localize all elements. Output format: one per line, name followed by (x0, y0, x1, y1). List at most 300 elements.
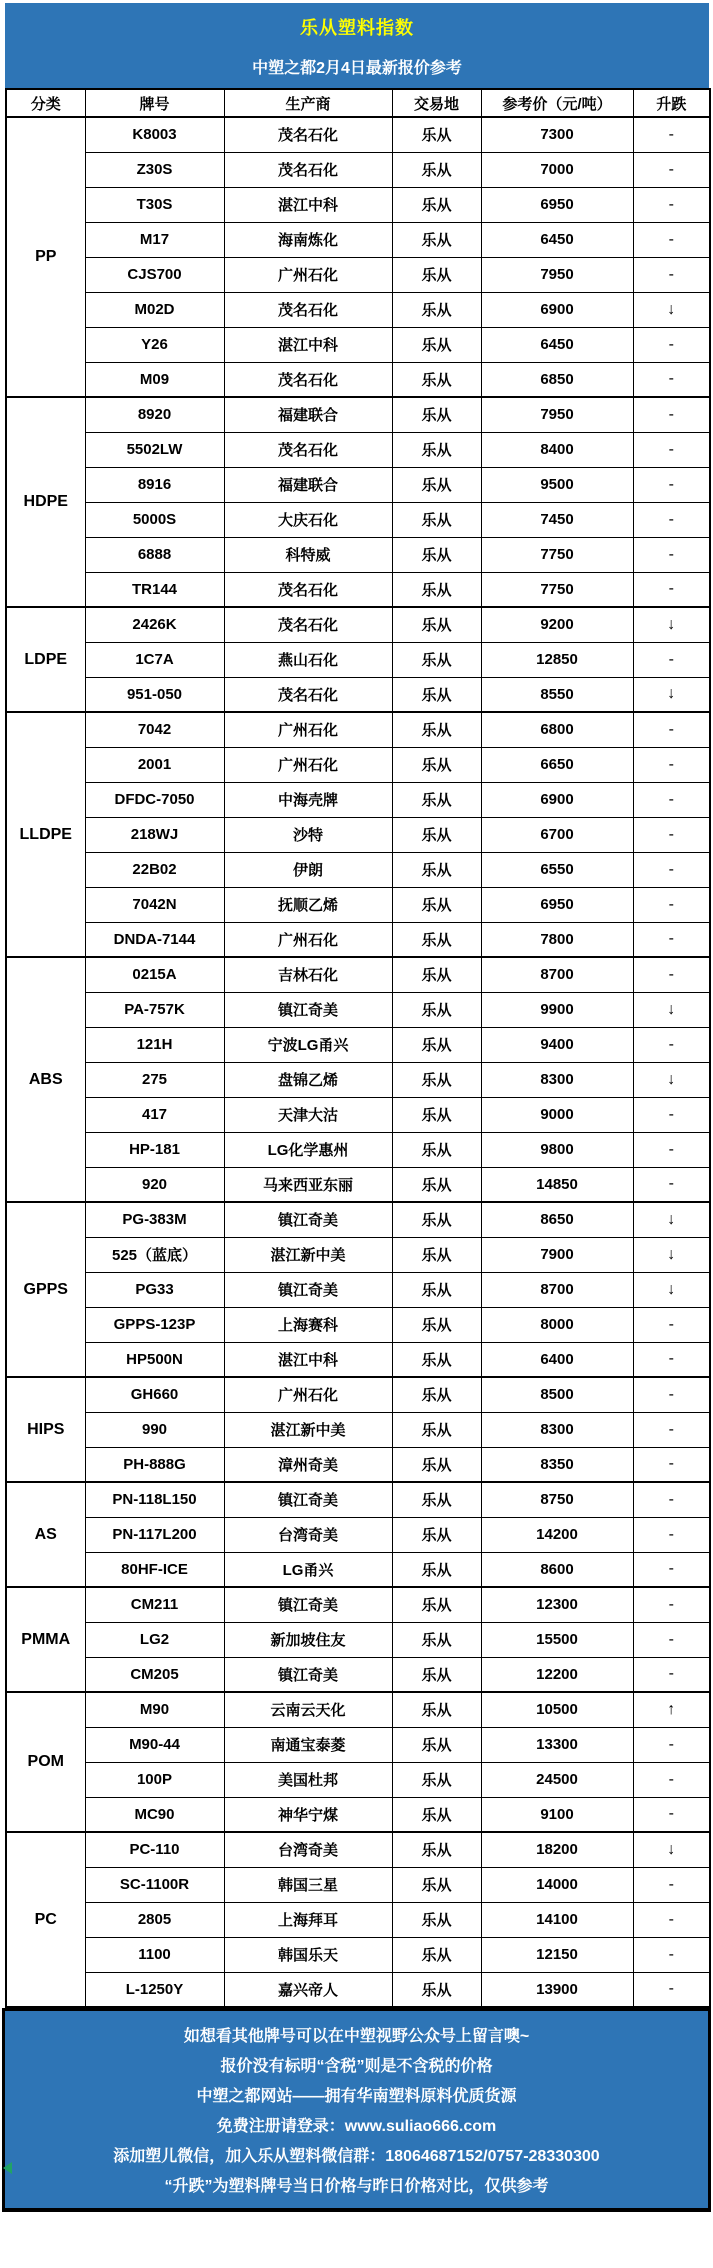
category-cell: AS (6, 1482, 85, 1587)
market-cell: 乐从 (392, 222, 481, 257)
table-row (6, 1062, 710, 1097)
producer-cell: 广州石化 (224, 747, 392, 782)
producer-cell: 上海拜耳 (224, 1902, 392, 1937)
table-row (6, 747, 710, 782)
market-cell: 乐从 (392, 1902, 481, 1937)
trend-cell: - (633, 642, 710, 677)
grade-cell: SC-1100R (85, 1867, 224, 1902)
grade-cell: 990 (85, 1412, 224, 1447)
trend-cell: ↓ (633, 1832, 710, 1867)
trend-cell: - (633, 1657, 710, 1692)
grade-cell: M17 (85, 222, 224, 257)
market-cell: 乐从 (392, 642, 481, 677)
market-cell: 乐从 (392, 1412, 481, 1447)
price-cell: 12150 (481, 1937, 633, 1972)
grade-cell: 80HF-ICE (85, 1552, 224, 1587)
market-cell: 乐从 (392, 1272, 481, 1307)
grade-cell: 525（蓝底） (85, 1237, 224, 1272)
price-cell: 7900 (481, 1237, 633, 1272)
table-row (6, 607, 710, 642)
price-cell: 14100 (481, 1902, 633, 1937)
trend-cell: - (633, 1797, 710, 1832)
header-trend: 升跌 (633, 89, 710, 117)
grade-cell: 5502LW (85, 432, 224, 467)
grade-cell: DNDA-7144 (85, 922, 224, 957)
table-row (6, 1237, 710, 1272)
price-cell: 6950 (481, 887, 633, 922)
market-cell: 乐从 (392, 327, 481, 362)
footer-banner (2, 2008, 711, 2212)
category-cell: PC (6, 1832, 85, 2007)
trend-cell: - (633, 817, 710, 852)
grade-cell: 7042N (85, 887, 224, 922)
table-row (6, 432, 710, 467)
table-row (6, 1762, 710, 1797)
grade-cell: 1100 (85, 1937, 224, 1972)
price-cell: 8000 (481, 1307, 633, 1342)
grade-cell: 920 (85, 1167, 224, 1202)
price-cell: 6900 (481, 782, 633, 817)
trend-cell: ↓ (633, 992, 710, 1027)
market-cell: 乐从 (392, 677, 481, 712)
producer-cell: 广州石化 (224, 1377, 392, 1412)
trend-cell: - (633, 1377, 710, 1412)
price-cell: 14200 (481, 1517, 633, 1552)
trend-cell: - (633, 1412, 710, 1447)
table-row (6, 152, 710, 187)
market-cell: 乐从 (392, 1202, 481, 1237)
price-cell: 6950 (481, 187, 633, 222)
market-cell: 乐从 (392, 1832, 481, 1867)
trend-cell: - (633, 1097, 710, 1132)
producer-cell: 抚顺乙烯 (224, 887, 392, 922)
table-row (6, 1622, 710, 1657)
header-producer: 生产商 (224, 89, 392, 117)
producer-cell: 沙特 (224, 817, 392, 852)
price-cell: 7000 (481, 152, 633, 187)
market-cell: 乐从 (392, 817, 481, 852)
trend-cell: - (633, 747, 710, 782)
producer-cell: 湛江中科 (224, 327, 392, 362)
price-cell: 6850 (481, 362, 633, 397)
grade-cell: L-1250Y (85, 1972, 224, 2007)
table-row (6, 992, 710, 1027)
producer-cell: 科特威 (224, 537, 392, 572)
producer-cell: 广州石化 (224, 712, 392, 747)
table-row (6, 222, 710, 257)
producer-cell: LG化学惠州 (224, 1132, 392, 1167)
price-cell: 12300 (481, 1587, 633, 1622)
market-cell: 乐从 (392, 607, 481, 642)
grade-cell: 2001 (85, 747, 224, 782)
producer-cell: 湛江中科 (224, 187, 392, 222)
green-arrow-icon (3, 2162, 12, 2174)
market-cell: 乐从 (392, 1552, 481, 1587)
trend-cell: - (633, 1027, 710, 1062)
grade-cell: CJS700 (85, 257, 224, 292)
table-row (6, 642, 710, 677)
table-row (6, 397, 710, 432)
trend-cell: - (633, 1482, 710, 1517)
table-row (6, 1307, 710, 1342)
price-cell: 8300 (481, 1062, 633, 1097)
table-row (6, 1167, 710, 1202)
price-cell: 8750 (481, 1482, 633, 1517)
producer-cell: 天津大沽 (224, 1097, 392, 1132)
grade-cell: HP500N (85, 1342, 224, 1377)
producer-cell: 镇江奇美 (224, 1482, 392, 1517)
trend-cell: - (633, 887, 710, 922)
trend-cell: - (633, 1727, 710, 1762)
table-row (6, 1132, 710, 1167)
trend-cell: - (633, 1902, 710, 1937)
table-row (6, 1587, 710, 1622)
market-cell: 乐从 (392, 1937, 481, 1972)
trend-cell: - (633, 922, 710, 957)
producer-cell: 海南炼化 (224, 222, 392, 257)
price-cell: 13300 (481, 1727, 633, 1762)
table-row (6, 1972, 710, 2007)
producer-cell: 茂名石化 (224, 117, 392, 152)
grade-cell: 0215A (85, 957, 224, 992)
market-cell: 乐从 (392, 362, 481, 397)
price-cell: 9200 (481, 607, 633, 642)
page-title: 乐从塑料指数 (300, 17, 414, 38)
market-cell: 乐从 (392, 922, 481, 957)
trend-cell: ↓ (633, 1272, 710, 1307)
grade-cell: 1C7A (85, 642, 224, 677)
producer-cell: 湛江新中美 (224, 1237, 392, 1272)
grade-cell: GPPS-123P (85, 1307, 224, 1342)
grade-cell: CM211 (85, 1587, 224, 1622)
grade-cell: PN-117L200 (85, 1517, 224, 1552)
category-cell: LDPE (6, 607, 85, 712)
price-cell: 9800 (481, 1132, 633, 1167)
trend-cell: - (633, 187, 710, 222)
grade-cell: 275 (85, 1062, 224, 1097)
producer-cell: 镇江奇美 (224, 1587, 392, 1622)
grade-cell: 22B02 (85, 852, 224, 887)
producer-cell: 燕山石化 (224, 642, 392, 677)
table-row (6, 1342, 710, 1377)
category-cell: PP (6, 117, 85, 397)
producer-cell: 美国杜邦 (224, 1762, 392, 1797)
footer-note-line: “升跌”为塑料牌号当日价格与昨日价格对比，仅供参考 (164, 2178, 549, 2196)
price-cell: 7750 (481, 572, 633, 607)
producer-cell: 镇江奇美 (224, 1202, 392, 1237)
category-cell: HDPE (6, 397, 85, 607)
price-cell: 6400 (481, 1342, 633, 1377)
grade-cell: 2426K (85, 607, 224, 642)
market-cell: 乐从 (392, 712, 481, 747)
price-cell: 8550 (481, 677, 633, 712)
producer-cell: 嘉兴帝人 (224, 1972, 392, 2007)
grade-cell: K8003 (85, 117, 224, 152)
price-cell: 7300 (481, 117, 633, 152)
price-cell: 6550 (481, 852, 633, 887)
table-row (6, 117, 710, 152)
market-cell: 乐从 (392, 852, 481, 887)
table-row (6, 1482, 710, 1517)
footer-note-line: 免费注册请登录：www.suliao666.com (216, 2118, 497, 2136)
producer-cell: 茂名石化 (224, 607, 392, 642)
market-cell: 乐从 (392, 1342, 481, 1377)
producer-cell: 大庆石化 (224, 502, 392, 537)
grade-cell: PA-757K (85, 992, 224, 1027)
grade-cell: PH-888G (85, 1447, 224, 1482)
price-cell: 6450 (481, 327, 633, 362)
grade-cell: HP-181 (85, 1132, 224, 1167)
market-cell: 乐从 (392, 1307, 481, 1342)
market-cell: 乐从 (392, 887, 481, 922)
producer-cell: 宁波LG甬兴 (224, 1027, 392, 1062)
producer-cell: 韩国三星 (224, 1867, 392, 1902)
producer-cell: 福建联合 (224, 397, 392, 432)
market-cell: 乐从 (392, 292, 481, 327)
footer-note-line: 如想看其他牌号可以在中塑视野公众号上留言噢~ (183, 2027, 530, 2045)
trend-cell: - (633, 1342, 710, 1377)
category-cell: LLDPE (6, 712, 85, 957)
producer-cell: 茂名石化 (224, 152, 392, 187)
producer-cell: 茂名石化 (224, 432, 392, 467)
market-cell: 乐从 (392, 1097, 481, 1132)
price-cell: 8500 (481, 1377, 633, 1412)
producer-cell: 漳州奇美 (224, 1447, 392, 1482)
producer-cell: 吉林石化 (224, 957, 392, 992)
price-cell: 14000 (481, 1867, 633, 1902)
table-row (6, 187, 710, 222)
grade-cell: PG-383M (85, 1202, 224, 1237)
market-cell: 乐从 (392, 1377, 481, 1412)
price-cell: 8350 (481, 1447, 633, 1482)
grade-cell: LG2 (85, 1622, 224, 1657)
category-cell: ABS (6, 957, 85, 1202)
grade-cell: Y26 (85, 327, 224, 362)
table-row (6, 1412, 710, 1447)
price-cell: 6700 (481, 817, 633, 852)
price-cell: 8700 (481, 957, 633, 992)
table-row (6, 1937, 710, 1972)
table-row (6, 257, 710, 292)
producer-cell: 广州石化 (224, 257, 392, 292)
price-cell: 9000 (481, 1097, 633, 1132)
table-row (6, 572, 710, 607)
market-cell: 乐从 (392, 747, 481, 782)
table-row (6, 1202, 710, 1237)
table-row (6, 467, 710, 502)
market-cell: 乐从 (392, 397, 481, 432)
market-cell: 乐从 (392, 1482, 481, 1517)
producer-cell: 湛江新中美 (224, 1412, 392, 1447)
market-cell: 乐从 (392, 1622, 481, 1657)
grade-cell: 121H (85, 1027, 224, 1062)
grade-cell: 218WJ (85, 817, 224, 852)
grade-cell: CM205 (85, 1657, 224, 1692)
table-row (6, 712, 710, 747)
producer-cell: 台湾奇美 (224, 1517, 392, 1552)
market-cell: 乐从 (392, 1587, 481, 1622)
table-row (6, 1097, 710, 1132)
trend-cell: - (633, 1132, 710, 1167)
producer-cell: 茂名石化 (224, 677, 392, 712)
market-cell: 乐从 (392, 1237, 481, 1272)
table-row (6, 292, 710, 327)
trend-cell: ↑ (633, 1692, 710, 1727)
category-cell: GPPS (6, 1202, 85, 1377)
trend-cell: - (633, 537, 710, 572)
table-row (6, 1027, 710, 1062)
price-table (5, 88, 711, 2008)
table-row (6, 1377, 710, 1412)
page-subtitle: 中塑之都2月4日最新报价参考 (252, 59, 462, 77)
header-category: 分类 (6, 89, 85, 117)
producer-cell: 广州石化 (224, 922, 392, 957)
producer-cell: 上海赛科 (224, 1307, 392, 1342)
grade-cell: GH660 (85, 1377, 224, 1412)
grade-cell: MC90 (85, 1797, 224, 1832)
table-row (6, 852, 710, 887)
trend-cell: - (633, 1937, 710, 1972)
trend-cell: - (633, 572, 710, 607)
price-cell: 8400 (481, 432, 633, 467)
table-row (6, 362, 710, 397)
trend-cell: ↓ (633, 677, 710, 712)
price-cell: 7950 (481, 257, 633, 292)
trend-cell: - (633, 1552, 710, 1587)
trend-cell: - (633, 467, 710, 502)
trend-cell: - (633, 1307, 710, 1342)
market-cell: 乐从 (392, 992, 481, 1027)
trend-cell: - (633, 1517, 710, 1552)
price-cell: 8650 (481, 1202, 633, 1237)
producer-cell: 茂名石化 (224, 362, 392, 397)
table-row (6, 1657, 710, 1692)
price-cell: 7750 (481, 537, 633, 572)
price-cell: 7950 (481, 397, 633, 432)
producer-cell: 茂名石化 (224, 572, 392, 607)
market-cell: 乐从 (392, 782, 481, 817)
grade-cell: 8916 (85, 467, 224, 502)
trend-cell: - (633, 957, 710, 992)
table-row (6, 957, 710, 992)
price-cell: 8700 (481, 1272, 633, 1307)
trend-cell: - (633, 117, 710, 152)
grade-cell: 2805 (85, 1902, 224, 1937)
category-cell: POM (6, 1692, 85, 1832)
table-row (6, 1447, 710, 1482)
price-cell: 13900 (481, 1972, 633, 2007)
trend-cell: - (633, 1587, 710, 1622)
trend-cell: - (633, 222, 710, 257)
market-cell: 乐从 (392, 1727, 481, 1762)
market-cell: 乐从 (392, 502, 481, 537)
table-row (6, 887, 710, 922)
grade-cell: 951-050 (85, 677, 224, 712)
price-cell: 8300 (481, 1412, 633, 1447)
market-cell: 乐从 (392, 1867, 481, 1902)
producer-cell: LG甬兴 (224, 1552, 392, 1587)
price-cell: 7800 (481, 922, 633, 957)
market-cell: 乐从 (392, 467, 481, 502)
trend-cell: - (633, 852, 710, 887)
trend-cell: ↓ (633, 1237, 710, 1272)
producer-cell: 镇江奇美 (224, 1272, 392, 1307)
price-cell: 9500 (481, 467, 633, 502)
producer-cell: 神华宁煤 (224, 1797, 392, 1832)
table-row (6, 502, 710, 537)
market-cell: 乐从 (392, 1797, 481, 1832)
footer-note-line: 添加塑儿微信，加入乐从塑料微信群：18064687152/0757-28330300 (113, 2148, 600, 2166)
grade-cell: PC-110 (85, 1832, 224, 1867)
grade-cell: DFDC-7050 (85, 782, 224, 817)
market-cell: 乐从 (392, 1062, 481, 1097)
price-cell: 9900 (481, 992, 633, 1027)
trend-cell: - (633, 1972, 710, 2007)
market-cell: 乐从 (392, 1692, 481, 1727)
producer-cell: 中海壳牌 (224, 782, 392, 817)
price-cell: 6900 (481, 292, 633, 327)
producer-cell: 伊朗 (224, 852, 392, 887)
trend-cell: - (633, 327, 710, 362)
producer-cell: 福建联合 (224, 467, 392, 502)
market-cell: 乐从 (392, 1132, 481, 1167)
price-cell: 7450 (481, 502, 633, 537)
producer-cell: 云南云天化 (224, 1692, 392, 1727)
table-row (6, 1272, 710, 1307)
trend-cell: - (633, 152, 710, 187)
price-cell: 12200 (481, 1657, 633, 1692)
producer-cell: 韩国乐天 (224, 1937, 392, 1972)
grade-cell: PG33 (85, 1272, 224, 1307)
table-row (6, 782, 710, 817)
market-cell: 乐从 (392, 257, 481, 292)
grade-cell: 100P (85, 1762, 224, 1797)
price-cell: 18200 (481, 1832, 633, 1867)
category-cell: HIPS (6, 1377, 85, 1482)
footer-note-line: 报价没有标明“含税”则是不含税的价格 (220, 2057, 493, 2075)
category-cell: PMMA (6, 1587, 85, 1692)
grade-cell: T30S (85, 187, 224, 222)
trend-cell: - (633, 782, 710, 817)
price-cell: 15500 (481, 1622, 633, 1657)
producer-cell: 南通宝泰菱 (224, 1727, 392, 1762)
table-row (6, 817, 710, 852)
market-cell: 乐从 (392, 572, 481, 607)
grade-cell: 7042 (85, 712, 224, 747)
grade-cell: M02D (85, 292, 224, 327)
producer-cell: 镇江奇美 (224, 992, 392, 1027)
table-row (6, 922, 710, 957)
price-cell: 10500 (481, 1692, 633, 1727)
table-row (6, 537, 710, 572)
producer-cell: 茂名石化 (224, 292, 392, 327)
producer-cell: 台湾奇美 (224, 1832, 392, 1867)
table-row (6, 1517, 710, 1552)
trend-cell: - (633, 397, 710, 432)
grade-cell: 6888 (85, 537, 224, 572)
grade-cell: 8920 (85, 397, 224, 432)
trend-cell: - (633, 362, 710, 397)
market-cell: 乐从 (392, 1027, 481, 1062)
price-table-body (6, 117, 710, 2007)
producer-cell: 湛江中科 (224, 1342, 392, 1377)
market-cell: 乐从 (392, 1657, 481, 1692)
grade-cell: M09 (85, 362, 224, 397)
market-cell: 乐从 (392, 1167, 481, 1202)
trend-cell: - (633, 502, 710, 537)
price-cell: 9400 (481, 1027, 633, 1062)
grade-cell: TR144 (85, 572, 224, 607)
